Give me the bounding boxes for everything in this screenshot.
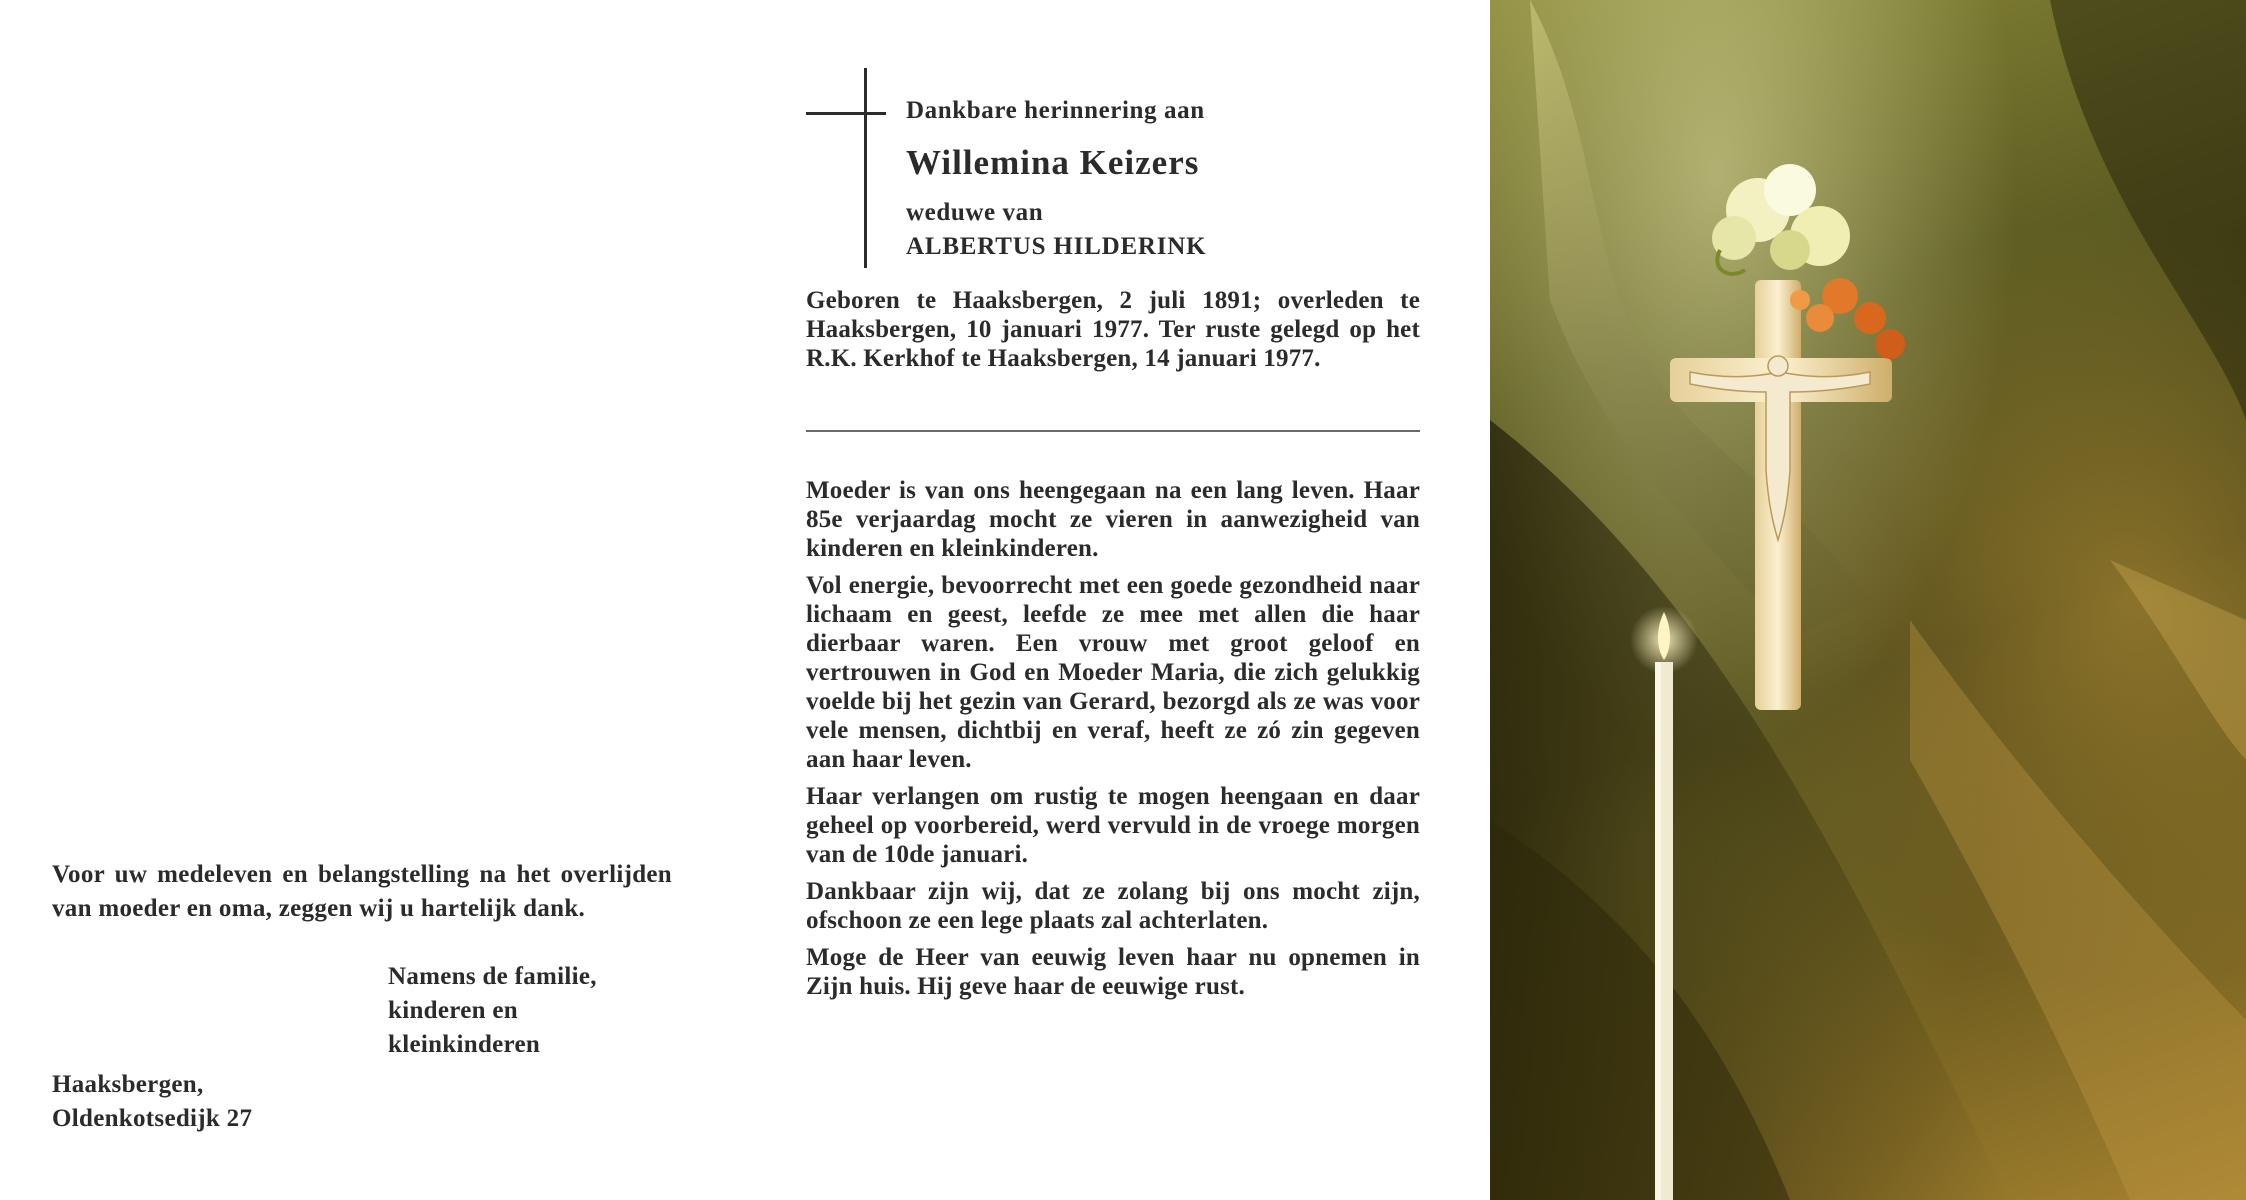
photo-illustration — [1490, 0, 2246, 1200]
spouse-name: ALBERTUS HILDERINK — [906, 233, 1207, 260]
life-dates: Geboren te Haaksbergen, 2 juli 1891; overleden te Haaksbergen, 10 januari 1977. Ter ruste gelegd op het R.K. Kerkhof te Haaksbergen, 14 januari 1977. — [806, 287, 1420, 372]
address-block — [52, 1068, 252, 1136]
memorial-panel — [790, 0, 1490, 1200]
deceased-name: Willemina Keizers — [906, 143, 1200, 182]
flowers — [1712, 164, 1905, 359]
cross-icon — [806, 68, 884, 268]
memorial-header — [906, 94, 1206, 264]
memorial-paragraph: Dankbaar zijn wij, dat ze zolang bij ons mocht zijn, ofschoon ze een lege plaats zal achterlaten. — [806, 878, 1420, 934]
address-line: Haaksbergen, — [52, 1071, 204, 1098]
signature-line: Namens de familie, — [388, 963, 597, 990]
widow-of-line: weduwe van — [906, 199, 1044, 226]
crucifix-photo — [1490, 0, 2246, 1200]
memorial-paragraph: Moeder is van ons heengegaan na een lang leven. Haar 85e verjaardag mocht ze vieren in aanwezigheid van kinderen en kleinkinderen. — [806, 477, 1420, 562]
memorial-paragraph: Moge de Heer van eeuwig leven haar nu opnemen in Zijn huis. Hij geve haar de eeuwige rust. — [806, 944, 1420, 1000]
intro-line: Dankbare herinnering aan — [906, 97, 1205, 124]
address-line: Oldenkotsedijk 27 — [52, 1105, 253, 1132]
memorial-text — [806, 476, 1420, 1009]
signature-line: kinderen en — [388, 997, 518, 1024]
divider — [806, 430, 1420, 432]
left-panel — [0, 0, 790, 1200]
thanks-message: Voor uw medeleven en belangstelling na het overlijden van moeder en oma, zeggen wij u hartelijk dank. — [52, 861, 672, 922]
memorial-paragraph: Vol energie, bevoorrecht met een goede gezondheid naar lichaam en geest, leefde ze mee met allen die haar dierbaar waren. Een vrouw met groot geloof en vertrouwen in God en Moeder Maria, die zich gelukkig voelde bij het gezin van Gerard, bezorgd als ze was voor vele mensen, dichtbij en veraf, heeft ze zó zin gegeven aan haar leven. — [806, 572, 1420, 773]
signature-block — [388, 960, 597, 1062]
signature-line: kleinkinderen — [388, 1031, 541, 1058]
memorial-paragraph: Haar verlangen om rustig te mogen heengaan en daar geheel op voorbereid, werd vervuld in de vroege morgen van de 10de januari. — [806, 783, 1420, 868]
